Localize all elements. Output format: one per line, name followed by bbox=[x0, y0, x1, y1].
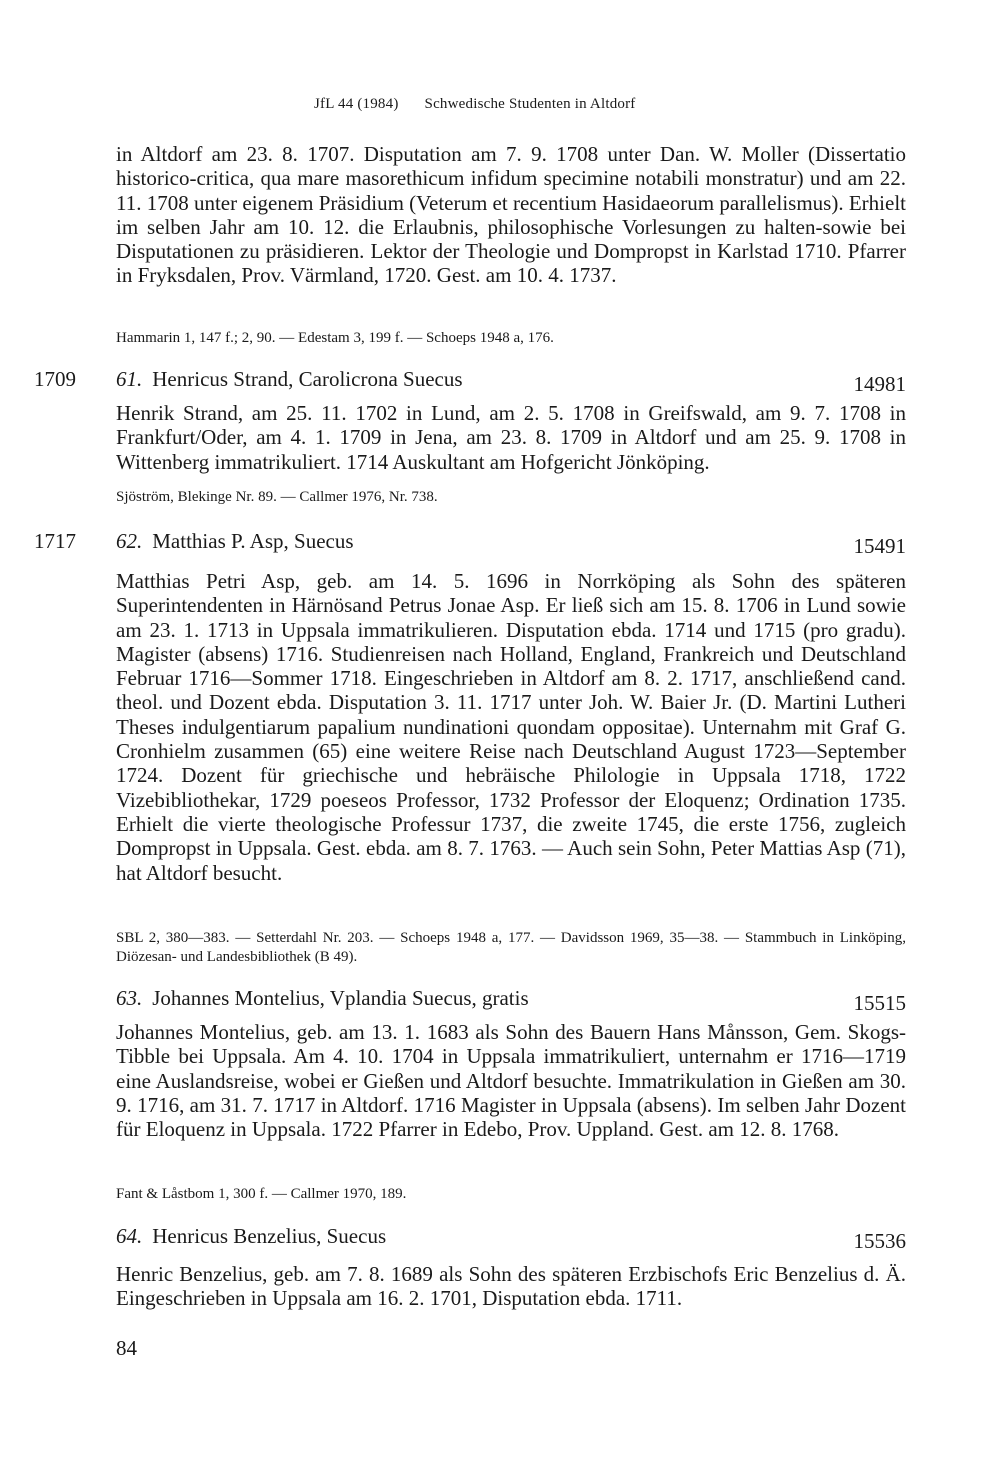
continuation-text: in Altdorf am 23. 8. 1707. Disputation am 7. 9. 1708 unter Dan. W. Moller (Dissertatio historico-critica, qua mare masorethicum infidum specimine notabili monstratur) und am 22. 11. 1708 unter eigenem Präsidium (Veterum et recentium Hasidaeorum parallelismus). Erhielt im selben Jahr am 10. 12. die Erlaubnis, philosophische Vorlesungen zu halten-sowie bei Disputationen zu präsidieren. Lektor der Theologie und Dompropst in Karlstad 1710. Pfarrer in Fryksdalen, Prov. Värmland, 1720. Gest. am 10. 4. 1737. bbox=[116, 142, 906, 288]
entry-refs: Fant & Låstbom 1, 300 f. — Callmer 1970, 189. bbox=[116, 1186, 407, 1202]
entry-heading bbox=[116, 1224, 906, 1254]
entry-number: 61. bbox=[116, 367, 143, 391]
entry-name: Johannes Montelius, Vplandia Suecus, gratis bbox=[152, 986, 529, 1010]
header-title: Schwedische Studenten in Altdorf bbox=[424, 96, 636, 112]
entry-heading bbox=[116, 529, 906, 559]
year-marker: 1709 bbox=[34, 367, 76, 391]
journal-ref: JfL 44 (1984) bbox=[314, 96, 399, 112]
entry-heading bbox=[116, 986, 906, 1016]
continuation-refs: Hammarin 1, 147 f.; 2, 90. — Edestam 3, 199 f. — Schoeps 1948 a, 176. bbox=[116, 330, 554, 346]
entry-body: Henric Benzelius, geb. am 7. 8. 1689 als Sohn des späteren Erzbischofs Eric Benzelius d. Ä. Eingeschrieben in Uppsala am 16. 2. 1701, Disputation ebda. 1711. bbox=[116, 1262, 906, 1311]
entry-number: 62. bbox=[116, 529, 143, 553]
entry-name: Matthias P. Asp, Suecus bbox=[152, 529, 354, 553]
entry-heading bbox=[116, 367, 906, 397]
entry-refs: SBL 2, 380—383. — Setterdahl Nr. 203. — Schoeps 1948 a, 177. — Davidsson 1969, 35—38. — Stammbuch in Linköping, Diözesan- und Landesbibliothek (B 49). bbox=[116, 930, 906, 965]
entry-name: Henricus Strand, Carolicrona Suecus bbox=[152, 367, 463, 391]
year-marker: 1717 bbox=[34, 529, 76, 553]
entry-body: Henrik Strand, am 25. 11. 1702 in Lund, am 2. 5. 1708 in Greifswald, am 9. 7. 1708 in Frankfurt/Oder, am 4. 1. 1709 in Jena, am 23. 8. 1709 in Altdorf und am 25. 9. 1708 in Wittenberg immatrikuliert. 1714 Auskultant am Hofgericht Jönköping. bbox=[116, 401, 906, 474]
entry-code: 15491 bbox=[853, 534, 906, 558]
page-number: 84 bbox=[116, 1336, 137, 1360]
running-header bbox=[314, 96, 635, 113]
entry-code: 15536 bbox=[853, 1229, 906, 1253]
entry-number: 63. bbox=[116, 986, 143, 1010]
entry-number: 64. bbox=[116, 1224, 143, 1248]
entry-refs: Sjöström, Blekinge Nr. 89. — Callmer 1976, Nr. 738. bbox=[116, 489, 438, 505]
entry-code: 14981 bbox=[853, 372, 906, 396]
entry-code: 15515 bbox=[853, 991, 906, 1015]
entry-body: Matthias Petri Asp, geb. am 14. 5. 1696 in Norrköping als Sohn des späteren Superintendenten in Härnösand Petrus Jonae Asp. Er ließ sich am 15. 8. 1706 in Lund sowie am 23. 1. 1713 in Uppsala immatrikulieren. Disputation ebda. 1714 und 1715 (pro gradu). Magister (absens) 1716. Studienreisen nach Holland, England, Frankreich und Deutschland Februar 1716—Sommer 1718. Eingeschrieben in Altdorf am 8. 2. 1717, anschließend cand. theol. und Dozent ebda. Disputation 3. 11. 1717 unter Joh. W. Baier Jr. (D. Martini Lutheri Theses indulgentiarum papalium nundinationi quondam oppositae). Unternahm mit Graf G. Cronhielm zusammen (65) eine weitere Reise nach Deutschland August 1723—September 1724. Dozent für griechische und hebräische Philologie in Uppsala 1718, 1722 Vizebibliothekar, 1729 poeseos Professor, 1732 Professor der Eloquenz; Ordination 1735. Erhielt die vierte theologische Professur 1737, die zweite 1745, die erste 1756, zugleich Dompropst in Uppsala. Gest. ebda. am 8. 7. 1763. — Auch sein Sohn, Peter Mattias Asp (71), hat Altdorf besucht. bbox=[116, 569, 906, 885]
entry-body: Johannes Montelius, geb. am 13. 1. 1683 als Sohn des Bauern Hans Månsson, Gem. Skogs-Tibble bei Uppsala. Am 4. 10. 1704 in Uppsala immatrikuliert, unternahm er 1716—1719 eine Auslandsreise, wobei er Gießen und Altdorf besuchte. Immatrikulation in Gießen am 30. 9. 1716, am 31. 7. 1717 in Altdorf. 1716 Magister in Uppsala (absens). Im selben Jahr Dozent für Eloquenz in Uppsala. 1722 Pfarrer in Edebo, Prov. Uppland. Gest. am 12. 8. 1768. bbox=[116, 1020, 906, 1142]
entry-name: Henricus Benzelius, Suecus bbox=[152, 1224, 387, 1248]
